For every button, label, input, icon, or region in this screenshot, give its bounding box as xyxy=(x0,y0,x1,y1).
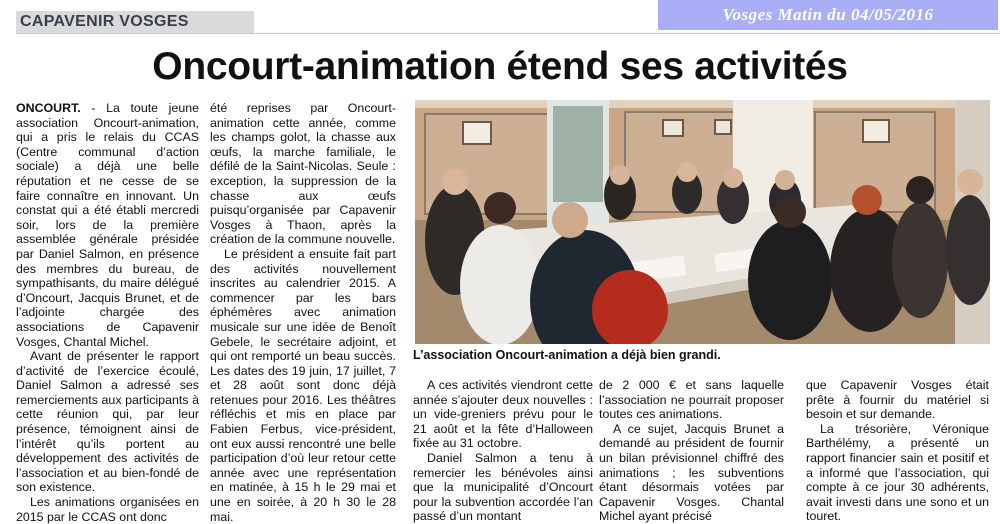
paragraph: de 2 000 € et sans laquelle l’association ne pourrait proposer toutes ces animations. xyxy=(599,378,784,422)
paragraph: été reprises par Oncourt-animation cette année, comme les champs golot, la chasse aux œufs, la marche familiale, le défilé de la Saint-Nicolas. Seule : exception, la suppression de la chasse aux œufs puisqu’organisée par Capavenir Vosges à Thaon, après la création de la commune nouvelle. xyxy=(210,101,396,247)
paragraph: Daniel Salmon a tenu à remercier les bénévoles ainsi que la municipalité d’Oncourt pour la subvention accordée l’an passé d’un montant xyxy=(413,450,593,524)
article-headline: Oncourt-animation étend ses activités xyxy=(152,45,848,88)
paragraph: La trésorière, Véronique Barthélémy, a présenté un rapport financier sain et positif et a informé que l’association, qui compte à ce jour 30 adhérents, avait investi dans une sono et un touret. xyxy=(806,421,989,524)
dateline: ONCOURT. xyxy=(16,101,81,115)
section-rubric: CAPAVENIR VOSGES xyxy=(16,11,254,33)
article-column-1 xyxy=(16,101,199,524)
article-column-3 xyxy=(413,378,593,524)
source-banner: Vosges Matin du 04/05/2016 xyxy=(658,0,998,30)
paragraph: Le président a ensuite fait part des activités nouvellement inscrites au calendrier 2015. A commencer par les bars éphémères avec animation musicale sur une idée de Benoît Gebele, le secrétaire adjoint, et qui ont remporté un beau succès. Les dates des 19 juin, 17 juillet, 7 et 28 août sont donc déjà retenues pour 2016. Les théâtres réfléchis et mis en place par Fabien Ferbus, vice-président, ont eux aussi rencontré une belle participation d’où leur retour cette année avec une représentation en matinée, à 15 h le 29 mai et une en soirée, à 20 h 30 le 28 mai. xyxy=(210,246,396,524)
paragraph: A ces activités viendront cette année s’ajouter deux nouvelles : un vide-greniers prévu pour le 21 août et la fête d’Halloween fixée au 31 octobre. xyxy=(413,378,593,451)
paragraph: que Capavenir Vosges était prête à fournir du matériel si besoin et sur demande. xyxy=(806,378,989,422)
paragraph: Les animations organisées en 2015 par le CCAS ont donc xyxy=(16,495,199,524)
article-column-4 xyxy=(599,378,784,524)
article-photo xyxy=(415,100,990,344)
lead-paragraph xyxy=(16,101,199,349)
lead-text: - La toute jeune association Oncourt-animation, qui a pris le relais du CCAS (Centre communal d’action sociale) a déjà une belle réputation et ne cesse de se faire connaître en innovant. Un constat qui a été établi mercredi soir, lors de la première assemblée générale présidée par Daniel Salmon, en présence des membres du bureau, de sympathisants, du maire délégué d’Oncourt, Jacquis Brunet, et de l’adjointe chargée des associations de Capavenir Vosges, Chantal Michel. xyxy=(16,101,199,349)
paragraph: A ce sujet, Jacquis Brunet a demandé au président de fournir un bilan prévisionnel chiffré des animations ; les subventions étant désormais votées par Capavenir Vosges. Chantal Michel ayant précisé xyxy=(599,421,784,524)
photo-caption: L’association Oncourt-animation a déjà bien grandi. xyxy=(413,348,721,362)
article-column-2 xyxy=(210,101,396,524)
meeting-photo-illustration xyxy=(415,100,990,344)
paragraph: Avant de présenter le rapport d’activité de l’exercice écoulé, Daniel Salmon a adressé ses remerciements aux participants à cette réunion qui, par leur présence, témoignent ainsi de l’intérêt qu’ils portent au développement des activités de l’association et au bien-fondé de son existence. xyxy=(16,349,199,495)
article-column-5 xyxy=(806,378,989,524)
rubric-divider xyxy=(16,33,1000,34)
